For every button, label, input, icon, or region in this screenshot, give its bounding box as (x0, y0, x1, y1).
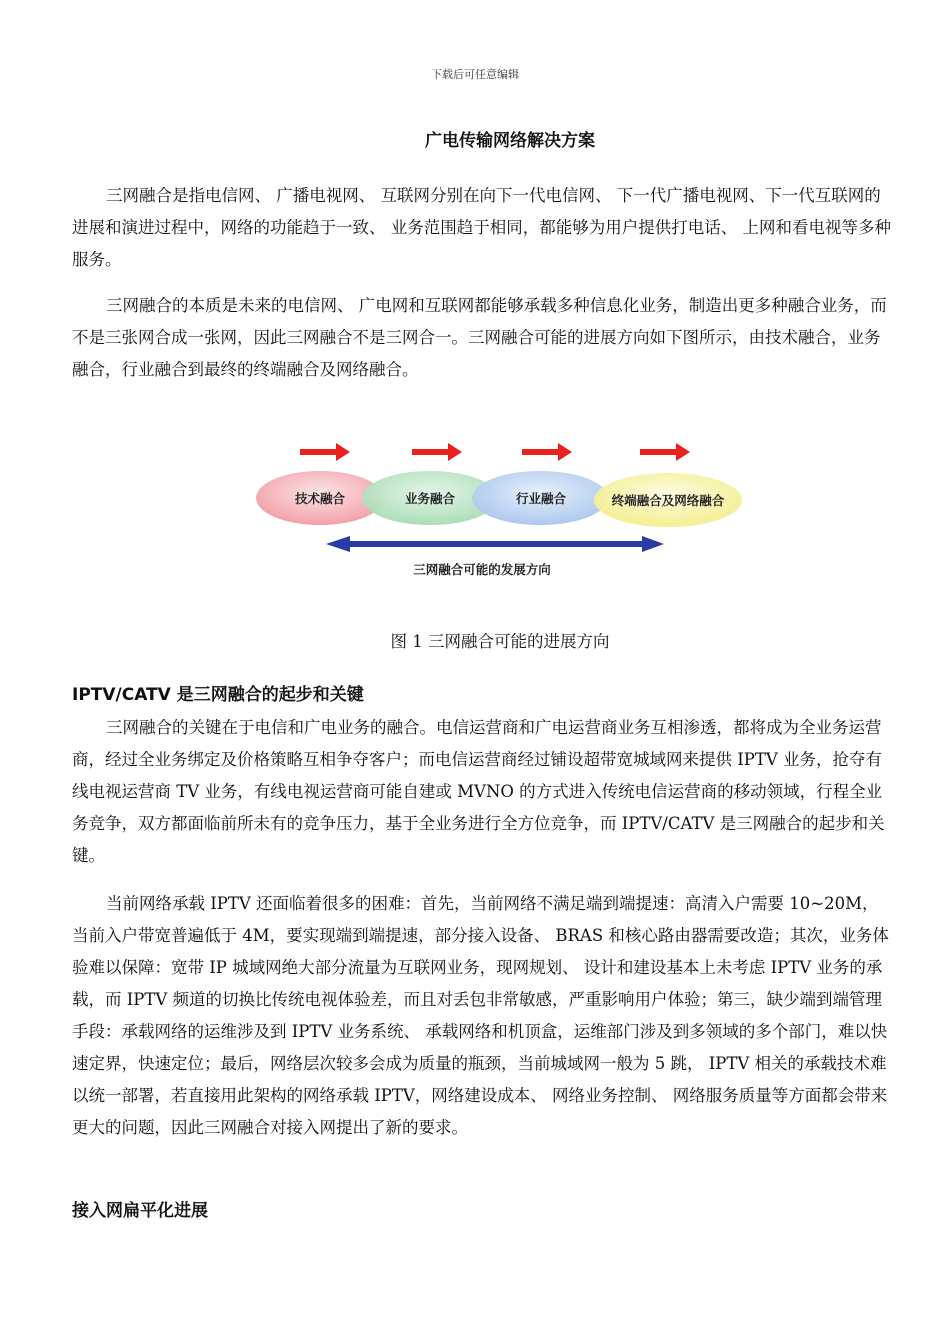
stage-label-4: 终端融合及网络融合 (611, 493, 725, 508)
paragraph-2: 三网融合的本质是未来的电信网、 广电网和互联网都能够承载多种信息化业务，制造出更多种融合业务，而不是三张网合成一张网，因此三网融合不是三网合一。三网融合可能的进展方向如下图所示，由技术融合，业务融合，行业融合到最终的终端融合及网络融合。 (72, 296, 887, 379)
convergence-figure (250, 432, 750, 588)
figure-caption: 图 1 三网融合可能的进展方向 (390, 632, 610, 651)
section-heading-access: 接入网扁平化进展 (72, 1201, 208, 1221)
stage-label-3: 行业融合 (515, 491, 567, 506)
red-arrow-4 (640, 443, 690, 461)
paragraph-3: 三网融合的关键在于电信和广电业务的融合。电信运营商和广电运营商业务互相渗透，都将成为全业务运营商，经过全业务绑定及价格策略互相争夺客户；而电信运营商经过铺设超带宽城域网来提供 IPTV 业务，抢夺有线电视运营商 TV 业务，有线电视运营商可能自建或 MVNO 的方式进入传统电信运营商的移动领域，行程全业务竞争，双方都面临前所未有的竞争压力，基于全业务进行全方位竞争，而 IPTV/CATV 是三网融合的起步和关键。 (72, 718, 885, 865)
direction-label: 三网融合可能的发展方向 (413, 562, 551, 577)
stage-label-1: 技术融合 (294, 491, 346, 506)
blue-direction-arrow (326, 536, 664, 552)
red-arrow-3 (522, 443, 572, 461)
header-note: 下载后可任意编辑 (431, 68, 519, 81)
red-arrow-1 (300, 443, 350, 461)
section-heading-iptv: IPTV/CATV 是三网融合的起步和关键 (72, 685, 364, 705)
paragraph-4: 当前网络承载 IPTV 还面临着很多的困难：首先，当前网络不满足端到端提速：高清入户需要 10~20M，当前入户带宽普遍低于 4M，要实现端到端提速，部分接入设备、 BRAS 和核心路由器需要改造；其次，业务体验难以保障：宽带 IP 城域网绝大部分流量为互联网业务，现网规划、 设计和建设基本上未考虑 IPTV 业务的承载，而 IPTV 频道的切换比传统电视体验差，而且对丢包非常敏感，严重影响用户体验；第三，缺少端到端管理手段：承载网络的运维涉及到 IPTV 业务系统、 承载网络和机顶盒，运维部门涉及到多领域的多个部门，难以快速定界，快速定位；最后，网络层次较多会成为质量的瓶颈，当前城域网一般为 5 跳， IPTV 相关的承载技术难以统一部署，若直接用此架构的网络承载 IPTV，网络建设成本、 网络业务控制、 网络服务质量等方面都会带来更大的问题，因此三网融合对接入网提出了新的要求。 (72, 894, 889, 1137)
paragraph-1: 三网融合是指电信网、 广播电视网、 互联网分别在向下一代电信网、 下一代广播电视网、下一代互联网的进展和演进过程中，网络的功能趋于一致、 业务范围趋于相同，都能够为用户提供打电话、 上网和看电视等多种服务。 (72, 186, 891, 269)
stage-label-2: 业务融合 (404, 491, 456, 506)
red-arrow-2 (412, 443, 462, 461)
document-title: 广电传输网络解决方案 (425, 131, 595, 151)
